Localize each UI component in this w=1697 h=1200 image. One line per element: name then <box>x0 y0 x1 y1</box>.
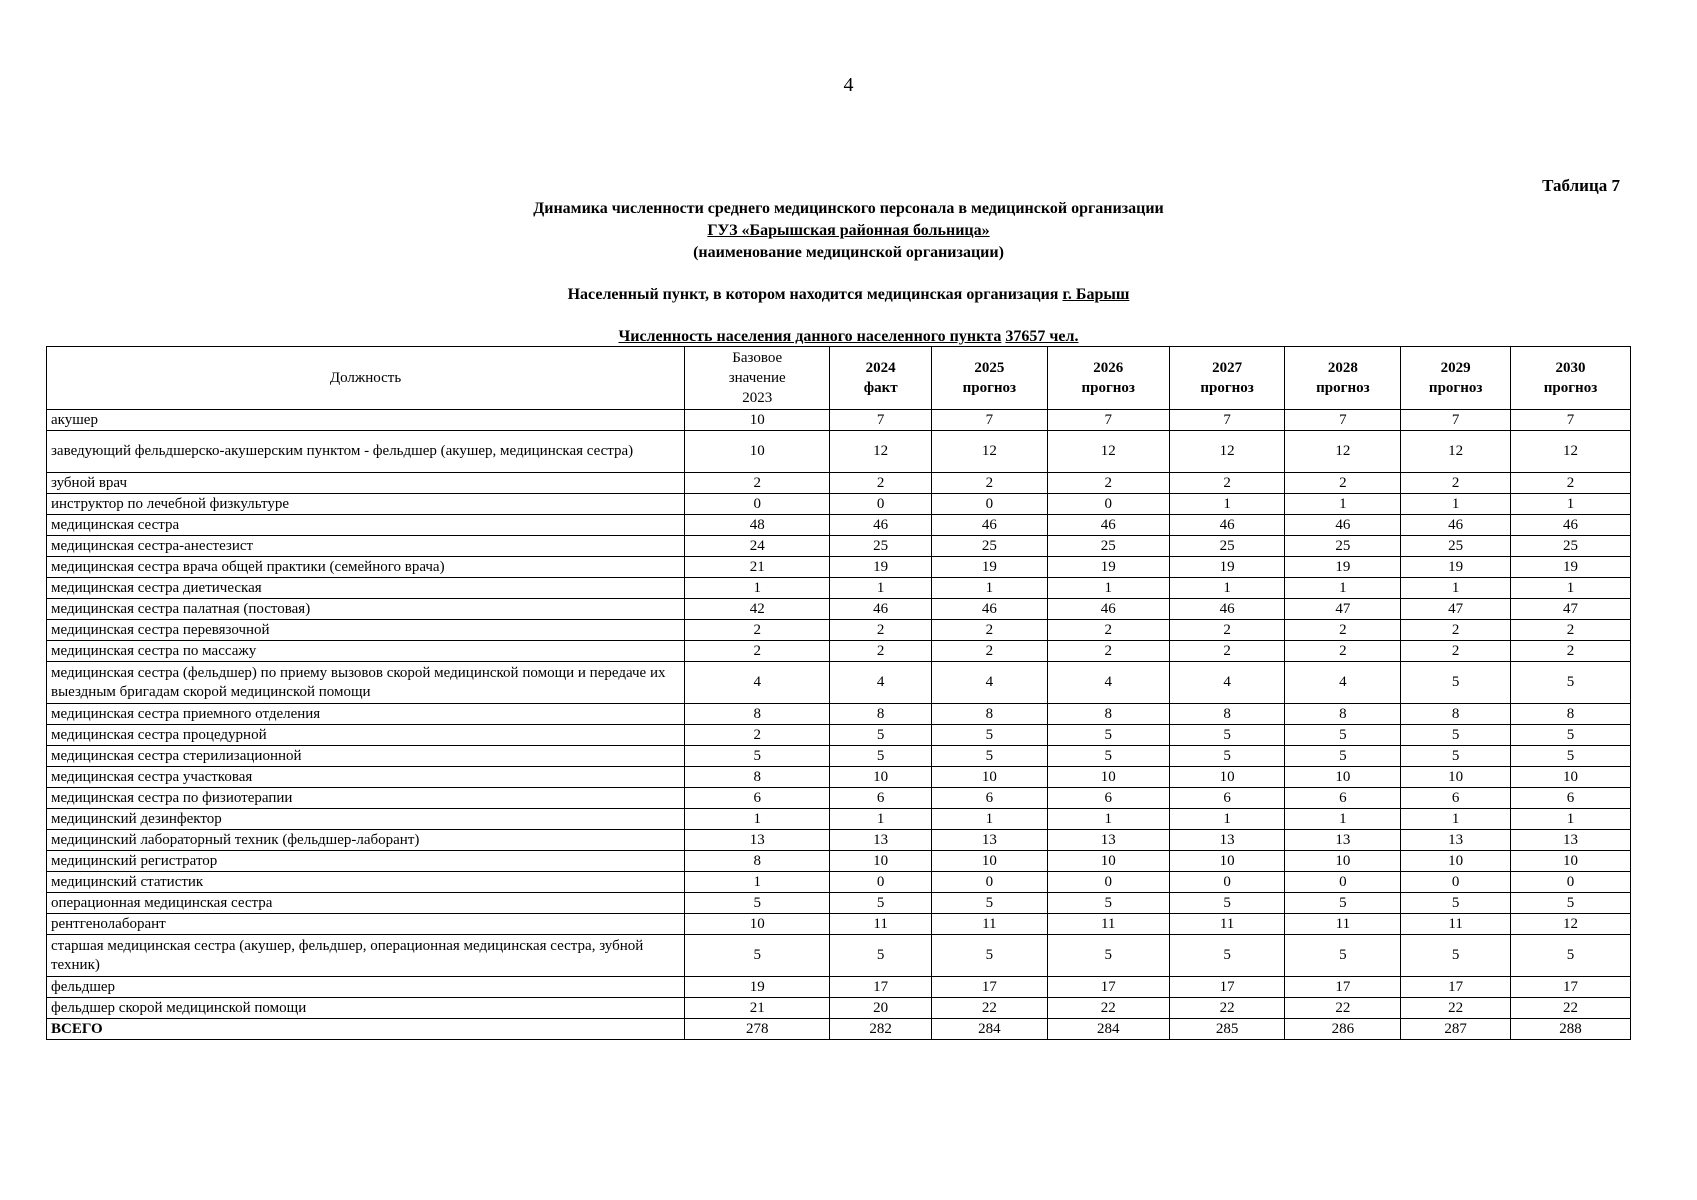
value-cell: 278 <box>685 1019 830 1040</box>
table-row <box>47 935 1631 977</box>
value-cell: 46 <box>1511 515 1631 536</box>
position-name: медицинский регистратор <box>47 851 685 872</box>
value-cell: 19 <box>1169 557 1285 578</box>
table-row <box>47 809 1631 830</box>
value-cell: 8 <box>1511 704 1631 725</box>
value-cell: 5 <box>830 935 932 977</box>
value-cell: 5 <box>1511 935 1631 977</box>
value-cell: 2 <box>685 641 830 662</box>
value-cell: 2 <box>1169 620 1285 641</box>
value-cell: 285 <box>1169 1019 1285 1040</box>
value-cell: 42 <box>685 599 830 620</box>
value-cell: 17 <box>1169 977 1285 998</box>
value-cell: 12 <box>931 431 1047 473</box>
value-cell: 0 <box>1047 872 1169 893</box>
table-row <box>47 662 1631 704</box>
locality-prefix: Населенный пункт, в котором находится медицинская организация <box>567 286 1059 303</box>
table-row <box>47 578 1631 599</box>
value-cell: 2 <box>830 620 932 641</box>
value-cell: 11 <box>830 914 932 935</box>
value-cell: 10 <box>1285 767 1401 788</box>
value-cell: 1 <box>1285 578 1401 599</box>
value-cell: 10 <box>1047 851 1169 872</box>
value-cell: 2 <box>1401 641 1511 662</box>
value-cell: 5 <box>1047 935 1169 977</box>
organization-name: ГУЗ «Барышская районная больница» <box>707 222 990 239</box>
value-cell: 5 <box>1511 725 1631 746</box>
value-cell: 13 <box>1401 830 1511 851</box>
value-cell: 5 <box>1401 935 1511 977</box>
value-cell: 2 <box>1511 641 1631 662</box>
page-number: 4 <box>843 74 854 96</box>
table-row <box>47 767 1631 788</box>
value-cell: 6 <box>1511 788 1631 809</box>
value-cell: 17 <box>931 977 1047 998</box>
value-cell: 1 <box>830 809 932 830</box>
value-cell: 17 <box>1511 977 1631 998</box>
value-cell: 20 <box>830 998 932 1019</box>
value-cell: 7 <box>830 410 932 431</box>
col-header-2026: 2026 прогноз <box>1047 347 1169 410</box>
value-cell: 2 <box>1285 641 1401 662</box>
value-cell: 25 <box>1511 536 1631 557</box>
value-cell: 25 <box>830 536 932 557</box>
value-cell: 2 <box>1401 620 1511 641</box>
value-cell: 287 <box>1401 1019 1511 1040</box>
value-cell: 1 <box>931 809 1047 830</box>
value-cell: 10 <box>830 767 932 788</box>
value-cell: 2 <box>1047 620 1169 641</box>
staff-table <box>46 346 1631 1040</box>
value-cell: 5 <box>1401 662 1511 704</box>
value-cell: 0 <box>685 494 830 515</box>
value-cell: 2 <box>931 641 1047 662</box>
value-cell: 5 <box>1285 746 1401 767</box>
value-cell: 19 <box>830 557 932 578</box>
value-cell: 5 <box>931 746 1047 767</box>
value-cell: 6 <box>830 788 932 809</box>
table-row <box>47 620 1631 641</box>
value-cell: 1 <box>1401 809 1511 830</box>
value-cell: 10 <box>1401 767 1511 788</box>
value-cell: 5 <box>1401 725 1511 746</box>
table-row <box>47 473 1631 494</box>
value-cell: 10 <box>1047 767 1169 788</box>
value-cell: 13 <box>830 830 932 851</box>
position-name: медицинская сестра участковая <box>47 767 685 788</box>
value-cell: 11 <box>1169 914 1285 935</box>
value-cell: 5 <box>1285 725 1401 746</box>
value-cell: 0 <box>1047 494 1169 515</box>
value-cell: 17 <box>1047 977 1169 998</box>
value-cell: 2 <box>1047 473 1169 494</box>
value-cell: 284 <box>931 1019 1047 1040</box>
value-cell: 22 <box>1511 998 1631 1019</box>
value-cell: 6 <box>1401 788 1511 809</box>
organization-caption: (наименование медицинской организации) <box>693 244 1004 261</box>
value-cell: 5 <box>1285 935 1401 977</box>
value-cell: 19 <box>1047 557 1169 578</box>
table-row <box>47 599 1631 620</box>
value-cell: 46 <box>931 599 1047 620</box>
col-header-2028: 2028 прогноз <box>1285 347 1401 410</box>
value-cell: 25 <box>1285 536 1401 557</box>
position-name: медицинская сестра по физиотерапии <box>47 788 685 809</box>
value-cell: 4 <box>685 662 830 704</box>
value-cell: 5 <box>1401 746 1511 767</box>
value-cell: 12 <box>1047 431 1169 473</box>
value-cell: 1 <box>1169 578 1285 599</box>
value-cell: 46 <box>1047 599 1169 620</box>
value-cell: 1 <box>830 578 932 599</box>
value-cell: 13 <box>1047 830 1169 851</box>
value-cell: 2 <box>1511 620 1631 641</box>
value-cell: 5 <box>1047 725 1169 746</box>
value-cell: 0 <box>1511 872 1631 893</box>
value-cell: 2 <box>1047 641 1169 662</box>
value-cell: 1 <box>1401 494 1511 515</box>
value-cell: 6 <box>685 788 830 809</box>
value-cell: 0 <box>830 494 932 515</box>
population-prefix: Численность населения данного населенного пункта <box>618 328 1002 345</box>
value-cell: 10 <box>1169 767 1285 788</box>
locality-value: г. Барыш <box>1062 286 1130 303</box>
value-cell: 8 <box>685 704 830 725</box>
value-cell: 48 <box>685 515 830 536</box>
value-cell: 25 <box>1169 536 1285 557</box>
table-row <box>47 641 1631 662</box>
value-cell: 6 <box>1047 788 1169 809</box>
col-header-2024: 2024 факт <box>830 347 932 410</box>
value-cell: 1 <box>1511 494 1631 515</box>
table-label: Таблица 7 <box>1542 176 1620 195</box>
value-cell: 1 <box>1285 809 1401 830</box>
value-cell: 2 <box>830 473 932 494</box>
value-cell: 8 <box>1285 704 1401 725</box>
value-cell: 2 <box>685 473 830 494</box>
value-cell: 0 <box>931 872 1047 893</box>
value-cell: 10 <box>931 851 1047 872</box>
position-name: акушер <box>47 410 685 431</box>
value-cell: 0 <box>1169 872 1285 893</box>
position-name: операционная медицинская сестра <box>47 893 685 914</box>
col-header-2030: 2030 прогноз <box>1511 347 1631 410</box>
population-line <box>0 326 1697 347</box>
value-cell: 288 <box>1511 1019 1631 1040</box>
value-cell: 13 <box>1511 830 1631 851</box>
value-cell: 47 <box>1401 599 1511 620</box>
value-cell: 0 <box>931 494 1047 515</box>
value-cell: 8 <box>685 851 830 872</box>
value-cell: 10 <box>1511 851 1631 872</box>
position-name: медицинская сестра по массажу <box>47 641 685 662</box>
position-name: медицинский статистик <box>47 872 685 893</box>
value-cell: 2 <box>931 473 1047 494</box>
value-cell: 12 <box>1285 431 1401 473</box>
col-header-2029: 2029 прогноз <box>1401 347 1511 410</box>
value-cell: 282 <box>830 1019 932 1040</box>
value-cell: 8 <box>1401 704 1511 725</box>
table-row <box>47 872 1631 893</box>
value-cell: 17 <box>1401 977 1511 998</box>
value-cell: 0 <box>1401 872 1511 893</box>
value-cell: 25 <box>1047 536 1169 557</box>
value-cell: 5 <box>830 746 932 767</box>
table-row <box>47 977 1631 998</box>
value-cell: 8 <box>931 704 1047 725</box>
position-name: фельдшер скорой медицинской помощи <box>47 998 685 1019</box>
value-cell: 1 <box>685 578 830 599</box>
value-cell: 2 <box>685 725 830 746</box>
table-header-row <box>47 347 1631 410</box>
value-cell: 10 <box>1401 851 1511 872</box>
value-cell: 6 <box>1169 788 1285 809</box>
value-cell: 5 <box>1169 935 1285 977</box>
value-cell: 5 <box>1285 893 1401 914</box>
table-row <box>47 788 1631 809</box>
value-cell: 19 <box>685 977 830 998</box>
value-cell: 8 <box>1047 704 1169 725</box>
value-cell: 46 <box>1169 515 1285 536</box>
value-cell: 10 <box>685 914 830 935</box>
table-row <box>47 851 1631 872</box>
value-cell: 2 <box>830 641 932 662</box>
value-cell: 7 <box>1047 410 1169 431</box>
value-cell: 8 <box>1169 704 1285 725</box>
position-name: медицинская сестра диетическая <box>47 578 685 599</box>
value-cell: 46 <box>830 515 932 536</box>
position-name: медицинский дезинфектор <box>47 809 685 830</box>
value-cell: 19 <box>1401 557 1511 578</box>
value-cell: 12 <box>1169 431 1285 473</box>
position-name: фельдшер <box>47 977 685 998</box>
locality-line <box>0 284 1697 305</box>
value-cell: 1 <box>1169 809 1285 830</box>
position-name: медицинский лабораторный техник (фельдшер-лаборант) <box>47 830 685 851</box>
value-cell: 46 <box>1285 515 1401 536</box>
value-cell: 12 <box>1511 431 1631 473</box>
value-cell: 5 <box>685 893 830 914</box>
value-cell: 5 <box>685 935 830 977</box>
value-cell: 1 <box>1169 494 1285 515</box>
value-cell: 11 <box>1285 914 1401 935</box>
value-cell: 1 <box>1401 578 1511 599</box>
value-cell: 5 <box>931 893 1047 914</box>
value-cell: 4 <box>1047 662 1169 704</box>
position-name: медицинская сестра (фельдшер) по приему вызовов скорой медицинской помощи и передаче их выездным бригадам скорой медицинской помощи <box>47 662 685 704</box>
value-cell: 2 <box>1169 641 1285 662</box>
position-name: инструктор по лечебной физкультуре <box>47 494 685 515</box>
value-cell: 5 <box>830 893 932 914</box>
value-cell: 4 <box>1285 662 1401 704</box>
value-cell: 13 <box>1169 830 1285 851</box>
value-cell: 4 <box>931 662 1047 704</box>
table-row <box>47 494 1631 515</box>
value-cell: 2 <box>931 620 1047 641</box>
value-cell: 5 <box>1169 725 1285 746</box>
value-cell: 5 <box>931 935 1047 977</box>
value-cell: 2 <box>1285 620 1401 641</box>
table-row <box>47 830 1631 851</box>
col-header-base: Базовое значение 2023 <box>685 347 830 410</box>
value-cell: 10 <box>685 431 830 473</box>
value-cell: 47 <box>1285 599 1401 620</box>
value-cell: 5 <box>830 725 932 746</box>
value-cell: 10 <box>1285 851 1401 872</box>
value-cell: 0 <box>1285 872 1401 893</box>
table-row <box>47 410 1631 431</box>
value-cell: 10 <box>1511 767 1631 788</box>
value-cell: 5 <box>1047 893 1169 914</box>
value-cell: 5 <box>1169 893 1285 914</box>
position-name: медицинская сестра-анестезист <box>47 536 685 557</box>
value-cell: 24 <box>685 536 830 557</box>
value-cell: 1 <box>1047 578 1169 599</box>
value-cell: 10 <box>1169 851 1285 872</box>
value-cell: 46 <box>1047 515 1169 536</box>
position-name: старшая медицинская сестра (акушер, фельдшер, операционная медицинская сестра, зубной техник) <box>47 935 685 977</box>
value-cell: 12 <box>1511 914 1631 935</box>
value-cell: 46 <box>1169 599 1285 620</box>
value-cell: 2 <box>1511 473 1631 494</box>
value-cell: 19 <box>1511 557 1631 578</box>
table-row <box>47 725 1631 746</box>
value-cell: 19 <box>931 557 1047 578</box>
table-row <box>47 914 1631 935</box>
position-name: рентгенолаборант <box>47 914 685 935</box>
value-cell: 12 <box>830 431 932 473</box>
value-cell: 7 <box>1511 410 1631 431</box>
value-cell: 22 <box>1047 998 1169 1019</box>
value-cell: 46 <box>830 599 932 620</box>
value-cell: 1 <box>1047 809 1169 830</box>
table-row <box>47 536 1631 557</box>
value-cell: 7 <box>1285 410 1401 431</box>
table-row <box>47 746 1631 767</box>
value-cell: 11 <box>1401 914 1511 935</box>
value-cell: 5 <box>1047 746 1169 767</box>
col-header-2025: 2025 прогноз <box>931 347 1047 410</box>
col-header-2027: 2027 прогноз <box>1169 347 1285 410</box>
value-cell: 22 <box>1169 998 1285 1019</box>
value-cell: 1 <box>1511 809 1631 830</box>
value-cell: 2 <box>1169 473 1285 494</box>
value-cell: 2 <box>1401 473 1511 494</box>
value-cell: 284 <box>1047 1019 1169 1040</box>
position-name: ВСЕГО <box>47 1019 685 1040</box>
value-cell: 6 <box>931 788 1047 809</box>
table-row <box>47 704 1631 725</box>
value-cell: 21 <box>685 557 830 578</box>
value-cell: 17 <box>1285 977 1401 998</box>
position-name: медицинская сестра приемного отделения <box>47 704 685 725</box>
position-name: медицинская сестра процедурной <box>47 725 685 746</box>
value-cell: 4 <box>830 662 932 704</box>
value-cell: 4 <box>1169 662 1285 704</box>
position-name: зубной врач <box>47 473 685 494</box>
value-cell: 13 <box>685 830 830 851</box>
value-cell: 5 <box>1169 746 1285 767</box>
table-title: Динамика численности среднего медицинского персонала в медицинской организации <box>533 200 1164 217</box>
value-cell: 21 <box>685 998 830 1019</box>
value-cell: 10 <box>685 410 830 431</box>
population-value: 37657 чел. <box>1005 328 1079 345</box>
value-cell: 5 <box>931 725 1047 746</box>
position-name: медицинская сестра палатная (постовая) <box>47 599 685 620</box>
table-row <box>47 431 1631 473</box>
value-cell: 2 <box>1285 473 1401 494</box>
table-row <box>47 893 1631 914</box>
value-cell: 2 <box>685 620 830 641</box>
value-cell: 1 <box>1285 494 1401 515</box>
value-cell: 8 <box>830 704 932 725</box>
value-cell: 22 <box>931 998 1047 1019</box>
value-cell: 5 <box>1511 662 1631 704</box>
position-name: заведующий фельдшерско-акушерским пунктом - фельдшер (акушер, медицинская сестра) <box>47 431 685 473</box>
table-body <box>47 410 1631 1040</box>
value-cell: 12 <box>1401 431 1511 473</box>
value-cell: 0 <box>830 872 932 893</box>
value-cell: 8 <box>685 767 830 788</box>
value-cell: 1 <box>931 578 1047 599</box>
table-row <box>47 515 1631 536</box>
total-row <box>47 1019 1631 1040</box>
value-cell: 46 <box>931 515 1047 536</box>
value-cell: 1 <box>685 809 830 830</box>
value-cell: 22 <box>1401 998 1511 1019</box>
value-cell: 5 <box>1401 893 1511 914</box>
value-cell: 13 <box>931 830 1047 851</box>
value-cell: 13 <box>1285 830 1401 851</box>
value-cell: 7 <box>931 410 1047 431</box>
position-name: медицинская сестра стерилизационной <box>47 746 685 767</box>
value-cell: 1 <box>1511 578 1631 599</box>
value-cell: 47 <box>1511 599 1631 620</box>
value-cell: 7 <box>1169 410 1285 431</box>
value-cell: 5 <box>1511 746 1631 767</box>
value-cell: 25 <box>1401 536 1511 557</box>
position-name: медицинская сестра врача общей практики (семейного врача) <box>47 557 685 578</box>
value-cell: 11 <box>1047 914 1169 935</box>
value-cell: 1 <box>685 872 830 893</box>
value-cell: 19 <box>1285 557 1401 578</box>
position-name: медицинская сестра перевязочной <box>47 620 685 641</box>
value-cell: 6 <box>1285 788 1401 809</box>
value-cell: 286 <box>1285 1019 1401 1040</box>
value-cell: 10 <box>830 851 932 872</box>
table-row <box>47 557 1631 578</box>
value-cell: 22 <box>1285 998 1401 1019</box>
value-cell: 11 <box>931 914 1047 935</box>
value-cell: 5 <box>685 746 830 767</box>
value-cell: 7 <box>1401 410 1511 431</box>
position-name: медицинская сестра <box>47 515 685 536</box>
col-header-position: Должность <box>47 347 685 410</box>
value-cell: 10 <box>931 767 1047 788</box>
value-cell: 5 <box>1511 893 1631 914</box>
value-cell: 46 <box>1401 515 1511 536</box>
table-row <box>47 998 1631 1019</box>
value-cell: 17 <box>830 977 932 998</box>
value-cell: 25 <box>931 536 1047 557</box>
